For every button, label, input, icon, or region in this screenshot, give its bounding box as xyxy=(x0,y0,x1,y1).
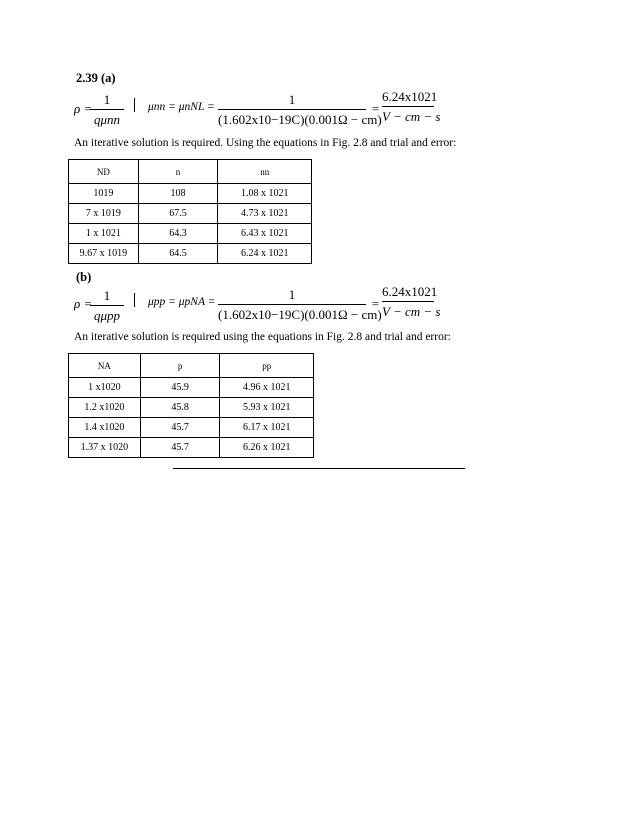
big-fraction-a xyxy=(218,92,382,128)
cell-nd: 7 x 1019 xyxy=(69,204,139,224)
cell-n: 67.5 xyxy=(138,204,218,224)
cell-nn: 6.24 x 1021 xyxy=(218,244,312,264)
rho-numerator-b: 1 xyxy=(103,288,111,303)
big-denominator-a: (1.602x10−19C)(0.001Ω − cm) xyxy=(218,112,382,127)
header-pp: pp xyxy=(220,354,314,378)
table-row xyxy=(69,398,314,418)
table-row xyxy=(69,418,314,438)
cell-p: 45.7 xyxy=(140,438,220,458)
cell-nd: 1 x 1021 xyxy=(69,224,139,244)
rho-fraction-a xyxy=(90,92,124,128)
rho-denominator-a: qμnn xyxy=(93,112,121,127)
table-row xyxy=(69,204,312,224)
table-row xyxy=(69,224,312,244)
rho-lhs-b: ρ = xyxy=(74,296,93,311)
horizontal-rule xyxy=(173,468,465,469)
header-nd: ND xyxy=(69,160,139,184)
paragraph-b: An iterative solution is required using the equations in Fig. 2.8 and trial and error: xyxy=(74,331,451,343)
cell-nn: 4.73 x 1021 xyxy=(218,204,312,224)
rho-numerator-a: 1 xyxy=(103,92,111,107)
result-numerator-b: 6.24x1021 xyxy=(382,284,438,299)
part-a-heading: 2.39 (a) xyxy=(76,71,116,85)
table-header-row xyxy=(69,160,312,184)
result-fraction-a xyxy=(382,89,441,125)
big-numerator-a: 1 xyxy=(288,92,296,107)
big-denominator-b: (1.602x10−19C)(0.001Ω − cm) xyxy=(218,307,382,322)
result-denominator-b: V − cm − s xyxy=(382,304,441,319)
equals-sign-a: = xyxy=(371,101,380,116)
rho-denominator-b: qμpp xyxy=(93,308,121,323)
cell-nd: 1019 xyxy=(69,184,139,204)
mobility-equation-b: μpp = μpNA = xyxy=(148,296,216,308)
iteration-table-a xyxy=(68,159,312,264)
header-n: n xyxy=(138,160,218,184)
cell-na: 1.37 x 1020 xyxy=(69,438,141,458)
table-row xyxy=(69,378,314,398)
cell-pp: 6.17 x 1021 xyxy=(220,418,314,438)
cell-p: 45.7 xyxy=(140,418,220,438)
table-header-row xyxy=(69,354,314,378)
separator-a xyxy=(134,98,135,112)
big-numerator-b: 1 xyxy=(288,287,296,302)
cell-p: 45.8 xyxy=(140,398,220,418)
header-nn: nn xyxy=(218,160,312,184)
paragraph-a: An iterative solution is required. Using the equations in Fig. 2.8 and trial and error: xyxy=(74,137,457,149)
separator-b xyxy=(134,293,135,307)
cell-na: 1.4 x1020 xyxy=(69,418,141,438)
mobility-equation-a: μnn = μnNL = xyxy=(148,101,215,113)
cell-na: 1.2 x1020 xyxy=(69,398,141,418)
cell-p: 45.9 xyxy=(140,378,220,398)
table-row xyxy=(69,438,314,458)
cell-pp: 4.96 x 1021 xyxy=(220,378,314,398)
result-numerator-a: 6.24x1021 xyxy=(382,89,438,104)
equals-sign-b: = xyxy=(371,296,380,311)
result-denominator-a: V − cm − s xyxy=(382,109,441,124)
cell-n: 64.5 xyxy=(138,244,218,264)
header-na: NA xyxy=(69,354,141,378)
cell-pp: 6.26 x 1021 xyxy=(220,438,314,458)
table-row xyxy=(69,184,312,204)
part-b-heading: (b) xyxy=(76,270,92,284)
header-p: p xyxy=(140,354,220,378)
rho-lhs-a: ρ = xyxy=(74,101,93,116)
cell-nn: 6.43 x 1021 xyxy=(218,224,312,244)
cell-n: 64.3 xyxy=(138,224,218,244)
cell-nn: 1.08 x 1021 xyxy=(218,184,312,204)
cell-pp: 5.93 x 1021 xyxy=(220,398,314,418)
iteration-table-b xyxy=(68,353,314,458)
table-row xyxy=(69,244,312,264)
cell-n: 108 xyxy=(138,184,218,204)
cell-na: 1 x1020 xyxy=(69,378,141,398)
cell-nd: 9.67 x 1019 xyxy=(69,244,139,264)
rho-fraction-b xyxy=(90,288,124,324)
big-fraction-b xyxy=(218,287,382,323)
result-fraction-b xyxy=(382,284,441,320)
